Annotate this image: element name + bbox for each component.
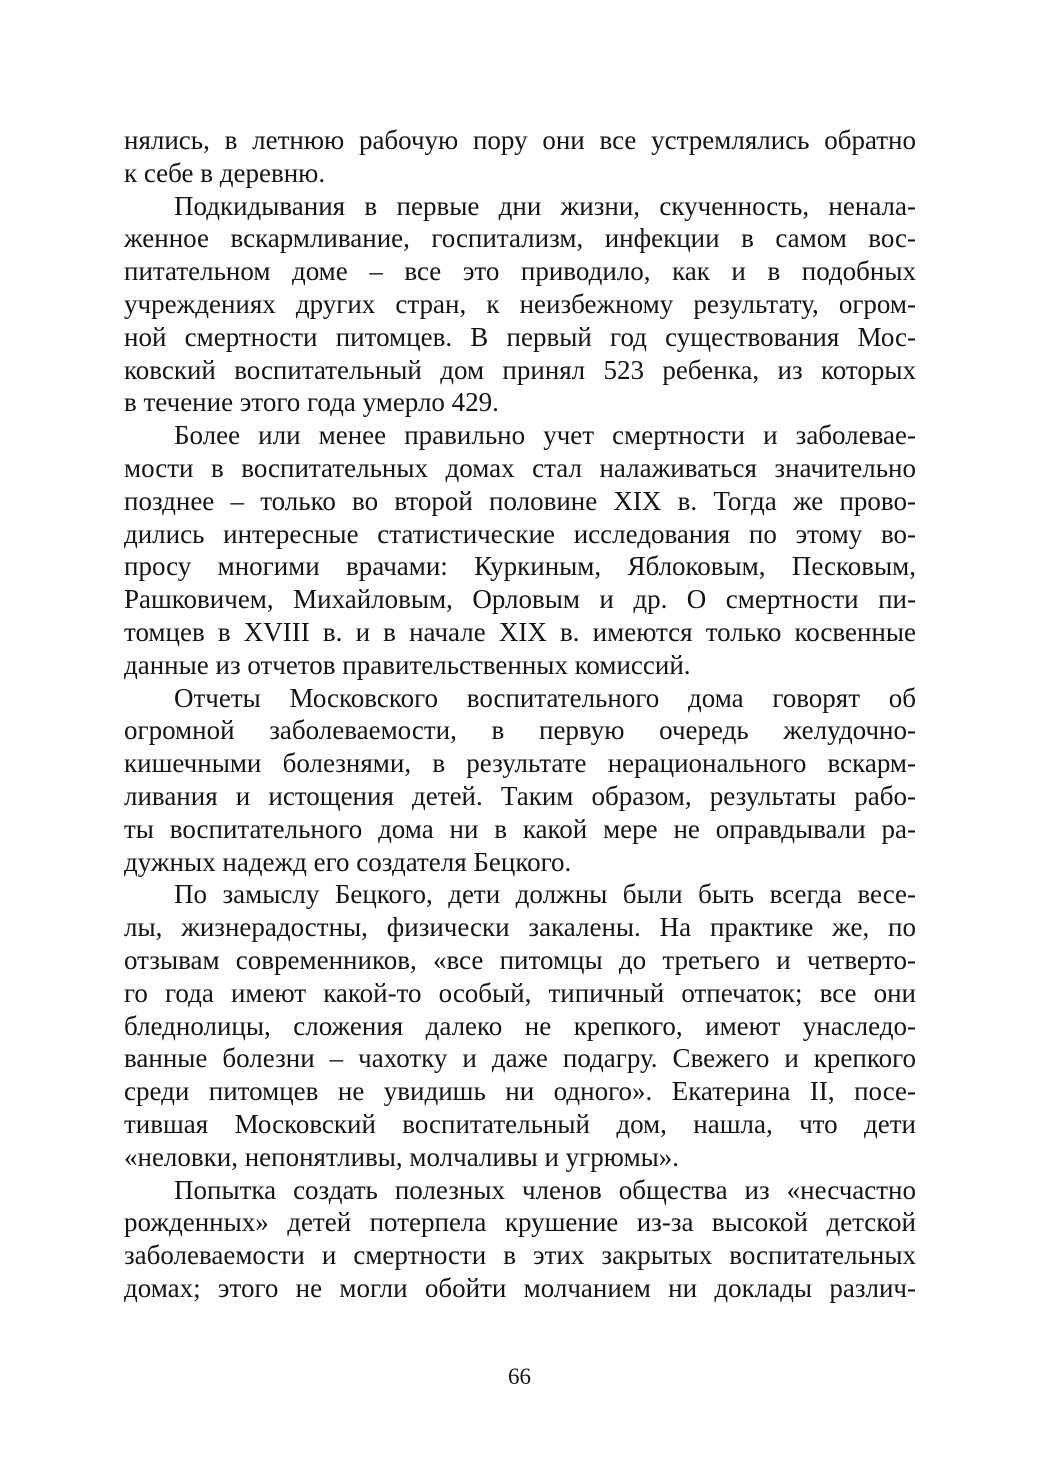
text-line: го года имеют какой-то особый, типичный отпечаток; все они	[124, 977, 916, 1008]
text-line: питательном доме – все это приводило, как и в подобных	[124, 256, 916, 287]
paragraph-2	[124, 190, 916, 420]
text-line: учреждениях других стран, к неизбежному результату, огром-	[124, 288, 916, 319]
text-line: к себе в деревню.	[124, 157, 326, 188]
page-body	[124, 124, 916, 1305]
text-line: просу многими врачами: Куркиным, Яблоковым, Песковым,	[124, 551, 916, 582]
text-line: заболеваемости и смертности в этих закрытых воспитательных	[124, 1240, 916, 1271]
text-line: мости в воспитательных домах стал налаживаться значительно	[124, 452, 916, 483]
text-line: огромной заболеваемости, в первую очередь желудочно-	[124, 715, 916, 746]
text-line: кишечными болезнями, в результате нерационального вскарм-	[124, 748, 916, 779]
text-line: томцев в XVIII в. и в начале XIX в. имеются только косвенные	[124, 616, 916, 647]
text-line: ковский воспитательный дом принял 523 ребенка, из которых	[124, 354, 916, 385]
text-line: Более или менее правильно учет смертности и заболевае-	[174, 420, 916, 451]
text-line: тившая Московский воспитательный дом, нашла, что дети	[124, 1108, 916, 1139]
text-line: отзывам современников, «все питомцы до третьего и четверто-	[124, 944, 916, 975]
text-line: «неловки, непонятливы, молчаливы и угрюмы».	[124, 1141, 680, 1172]
paragraph-3	[124, 419, 916, 681]
text-line: в течение этого года умерло 429.	[124, 387, 499, 418]
text-line: дужных надежд его создателя Бецкого.	[124, 846, 572, 877]
text-line: среди питомцев не увидишь ни одного». Екатерина II, посе-	[124, 1076, 916, 1107]
text-line: ливания и истощения детей. Таким образом, результаты рабо-	[124, 780, 916, 811]
text-line: Попытка создать полезных членов общества из «несчастно	[174, 1174, 916, 1205]
paragraph-4	[124, 682, 916, 879]
text-line: Подкидывания в первые дни жизни, скученность, ненала-	[174, 190, 916, 221]
text-line: ты воспитательного дома ни в какой мере не оправдывали ра-	[124, 813, 916, 844]
text-line: женное вскармливание, госпитализм, инфекции в самом вос-	[124, 223, 916, 254]
text-line: нялись, в летнюю рабочую пору они все устремлялись обратно	[124, 125, 916, 155]
text-line: ной смертности питомцев. В первый год существования Мос-	[124, 321, 916, 352]
text-line: бледнолицы, сложения далеко не крепкого, имеют унаследо-	[124, 1010, 916, 1041]
text-line: ванные болезни – чахотку и даже подагру. Свежего и крепкого	[124, 1043, 916, 1074]
text-line: домах; этого не могли обойти молчанием ни доклады различ-	[124, 1272, 916, 1303]
paragraph-1	[124, 124, 916, 190]
text-line: дились интересные статистические исследования по этому во-	[124, 518, 916, 549]
text-line: позднее – только во второй половине XIX в. Тогда же прово-	[124, 485, 916, 516]
text-line: рожденных» детей потерпела крушение из-за высокой детской	[124, 1207, 916, 1238]
text-line: Рашковичем, Михайловым, Орловым и др. О смертности пи-	[124, 584, 916, 615]
page-number: 66	[508, 1364, 531, 1389]
text-line: По замыслу Бецкого, дети должны были быть всегда весе-	[174, 879, 916, 910]
text-line: данные из отчетов правительственных комиссий.	[124, 649, 691, 680]
paragraph-5	[124, 878, 916, 1173]
paragraph-6	[124, 1174, 916, 1305]
text-line: лы, жизнерадостны, физически закалены. На практике же, по	[124, 912, 916, 943]
text-line: Отчеты Московского воспитательного дома говорят об	[174, 682, 916, 713]
